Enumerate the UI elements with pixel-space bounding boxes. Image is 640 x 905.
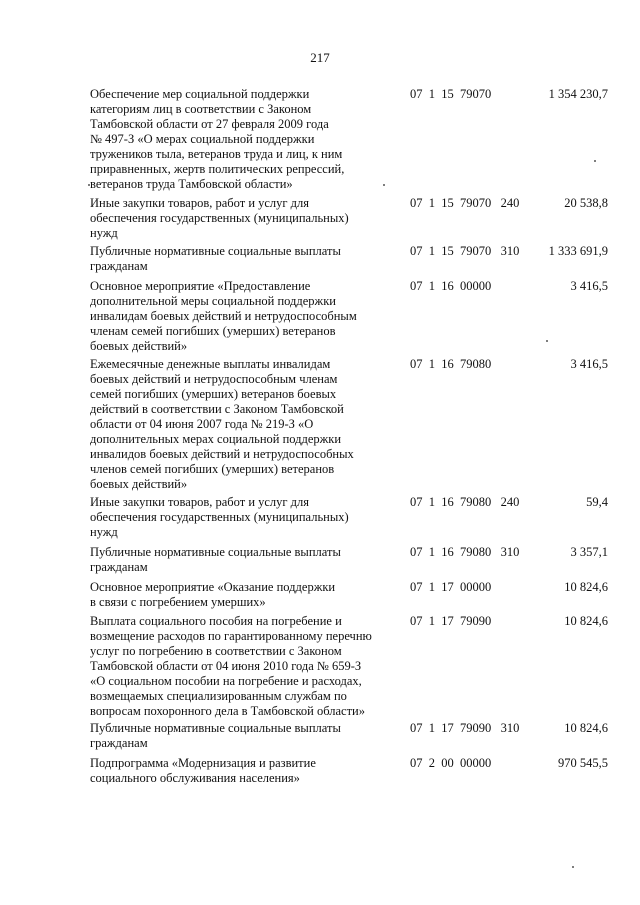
row-name: Иные закупки товаров, работ и услуг для обеспечения государственных (муниципальных) нужд <box>90 196 349 240</box>
row-code: 07 1 15 79070 240 <box>410 196 520 210</box>
row-code: 07 1 15 79070 310 <box>410 244 520 258</box>
row-code: 07 2 00 00000 <box>410 756 492 770</box>
row-name: Публичные нормативные социальные выплаты гражданам <box>90 545 341 574</box>
row-name: Основное мероприятие «Предоставление дополнительной меры социальной поддержки инвалидам боевых действий и нетрудоспособным членам семей погибших (умерших) ветеранов боевых действий» <box>90 279 357 353</box>
scan-speck <box>88 184 90 186</box>
row-amount: 1 333 691,9 <box>548 244 608 258</box>
row-name: Иные закупки товаров, работ и услуг для обеспечения государственных (муниципальных) нужд <box>90 495 349 539</box>
row-name: Подпрограмма «Модернизация и развитие социального обслуживания населения» <box>90 756 316 785</box>
row-name: Ежемесячные денежные выплаты инвалидам боевых действий и нетрудоспособным членам семей погибших (умерших) ветеранов боевых действий в соответствии с Законом Тамбовской области от 04 июня 2007 года № 219-З «О дополнительных мерах социальной поддержки инвалидов боевых действий и нетрудоспособных членов семей погибших (умерших) ветеранов боевых действий» <box>90 357 354 491</box>
page-number: 217 <box>310 50 330 65</box>
row-name: Обеспечение мер социальной поддержки категориям лиц в соответствии с Законом Тамбовской области от 27 февраля 2009 года № 497-З «О мерах социальной поддержки тружеников тыла, ветеранов труда и лиц, к ним приравненных, жертв политических репрессий, ветеранов труда Тамбовской области» <box>90 87 345 191</box>
row-amount: 10 824,6 <box>564 614 608 628</box>
row-amount: 1 354 230,7 <box>548 87 608 101</box>
row-amount: 10 824,6 <box>564 721 608 735</box>
scan-speck <box>572 866 574 868</box>
row-amount: 59,4 <box>586 495 608 509</box>
row-code: 07 1 17 79090 <box>410 614 492 628</box>
scan-speck <box>546 340 548 342</box>
row-name: Публичные нормативные социальные выплаты гражданам <box>90 244 341 273</box>
row-amount: 3 357,1 <box>570 545 608 559</box>
row-code: 07 1 17 00000 <box>410 580 492 594</box>
scan-speck <box>594 160 596 162</box>
row-name: Выплата социального пособия на погребение и возмещение расходов по гарантированному перечню услуг по погребению в соответствии с Законом Тамбовской области от 04 июня 2010 года № 659-З «О социальном пособии на погребение и расходах, возмещаемых специализированным службам по вопросам похоронного дела в Тамбовской области» <box>90 614 372 718</box>
scan-speck <box>383 184 385 186</box>
row-amount: 10 824,6 <box>564 580 608 594</box>
row-code: 07 1 16 79080 240 <box>410 495 520 509</box>
row-code: 07 1 16 79080 310 <box>410 545 520 559</box>
row-name: Основное мероприятие «Оказание поддержки в связи с погребением умерших» <box>90 580 336 609</box>
row-code: 07 1 16 79080 <box>410 357 492 371</box>
row-amount: 3 416,5 <box>570 357 608 371</box>
row-code: 07 1 16 00000 <box>410 279 492 293</box>
row-amount: 3 416,5 <box>570 279 608 293</box>
row-code: 07 1 17 79090 310 <box>410 721 520 735</box>
row-name: Публичные нормативные социальные выплаты гражданам <box>90 721 341 750</box>
row-code: 07 1 15 79070 <box>410 87 492 101</box>
row-amount: 20 538,8 <box>564 196 608 210</box>
row-amount: 970 545,5 <box>558 756 608 770</box>
